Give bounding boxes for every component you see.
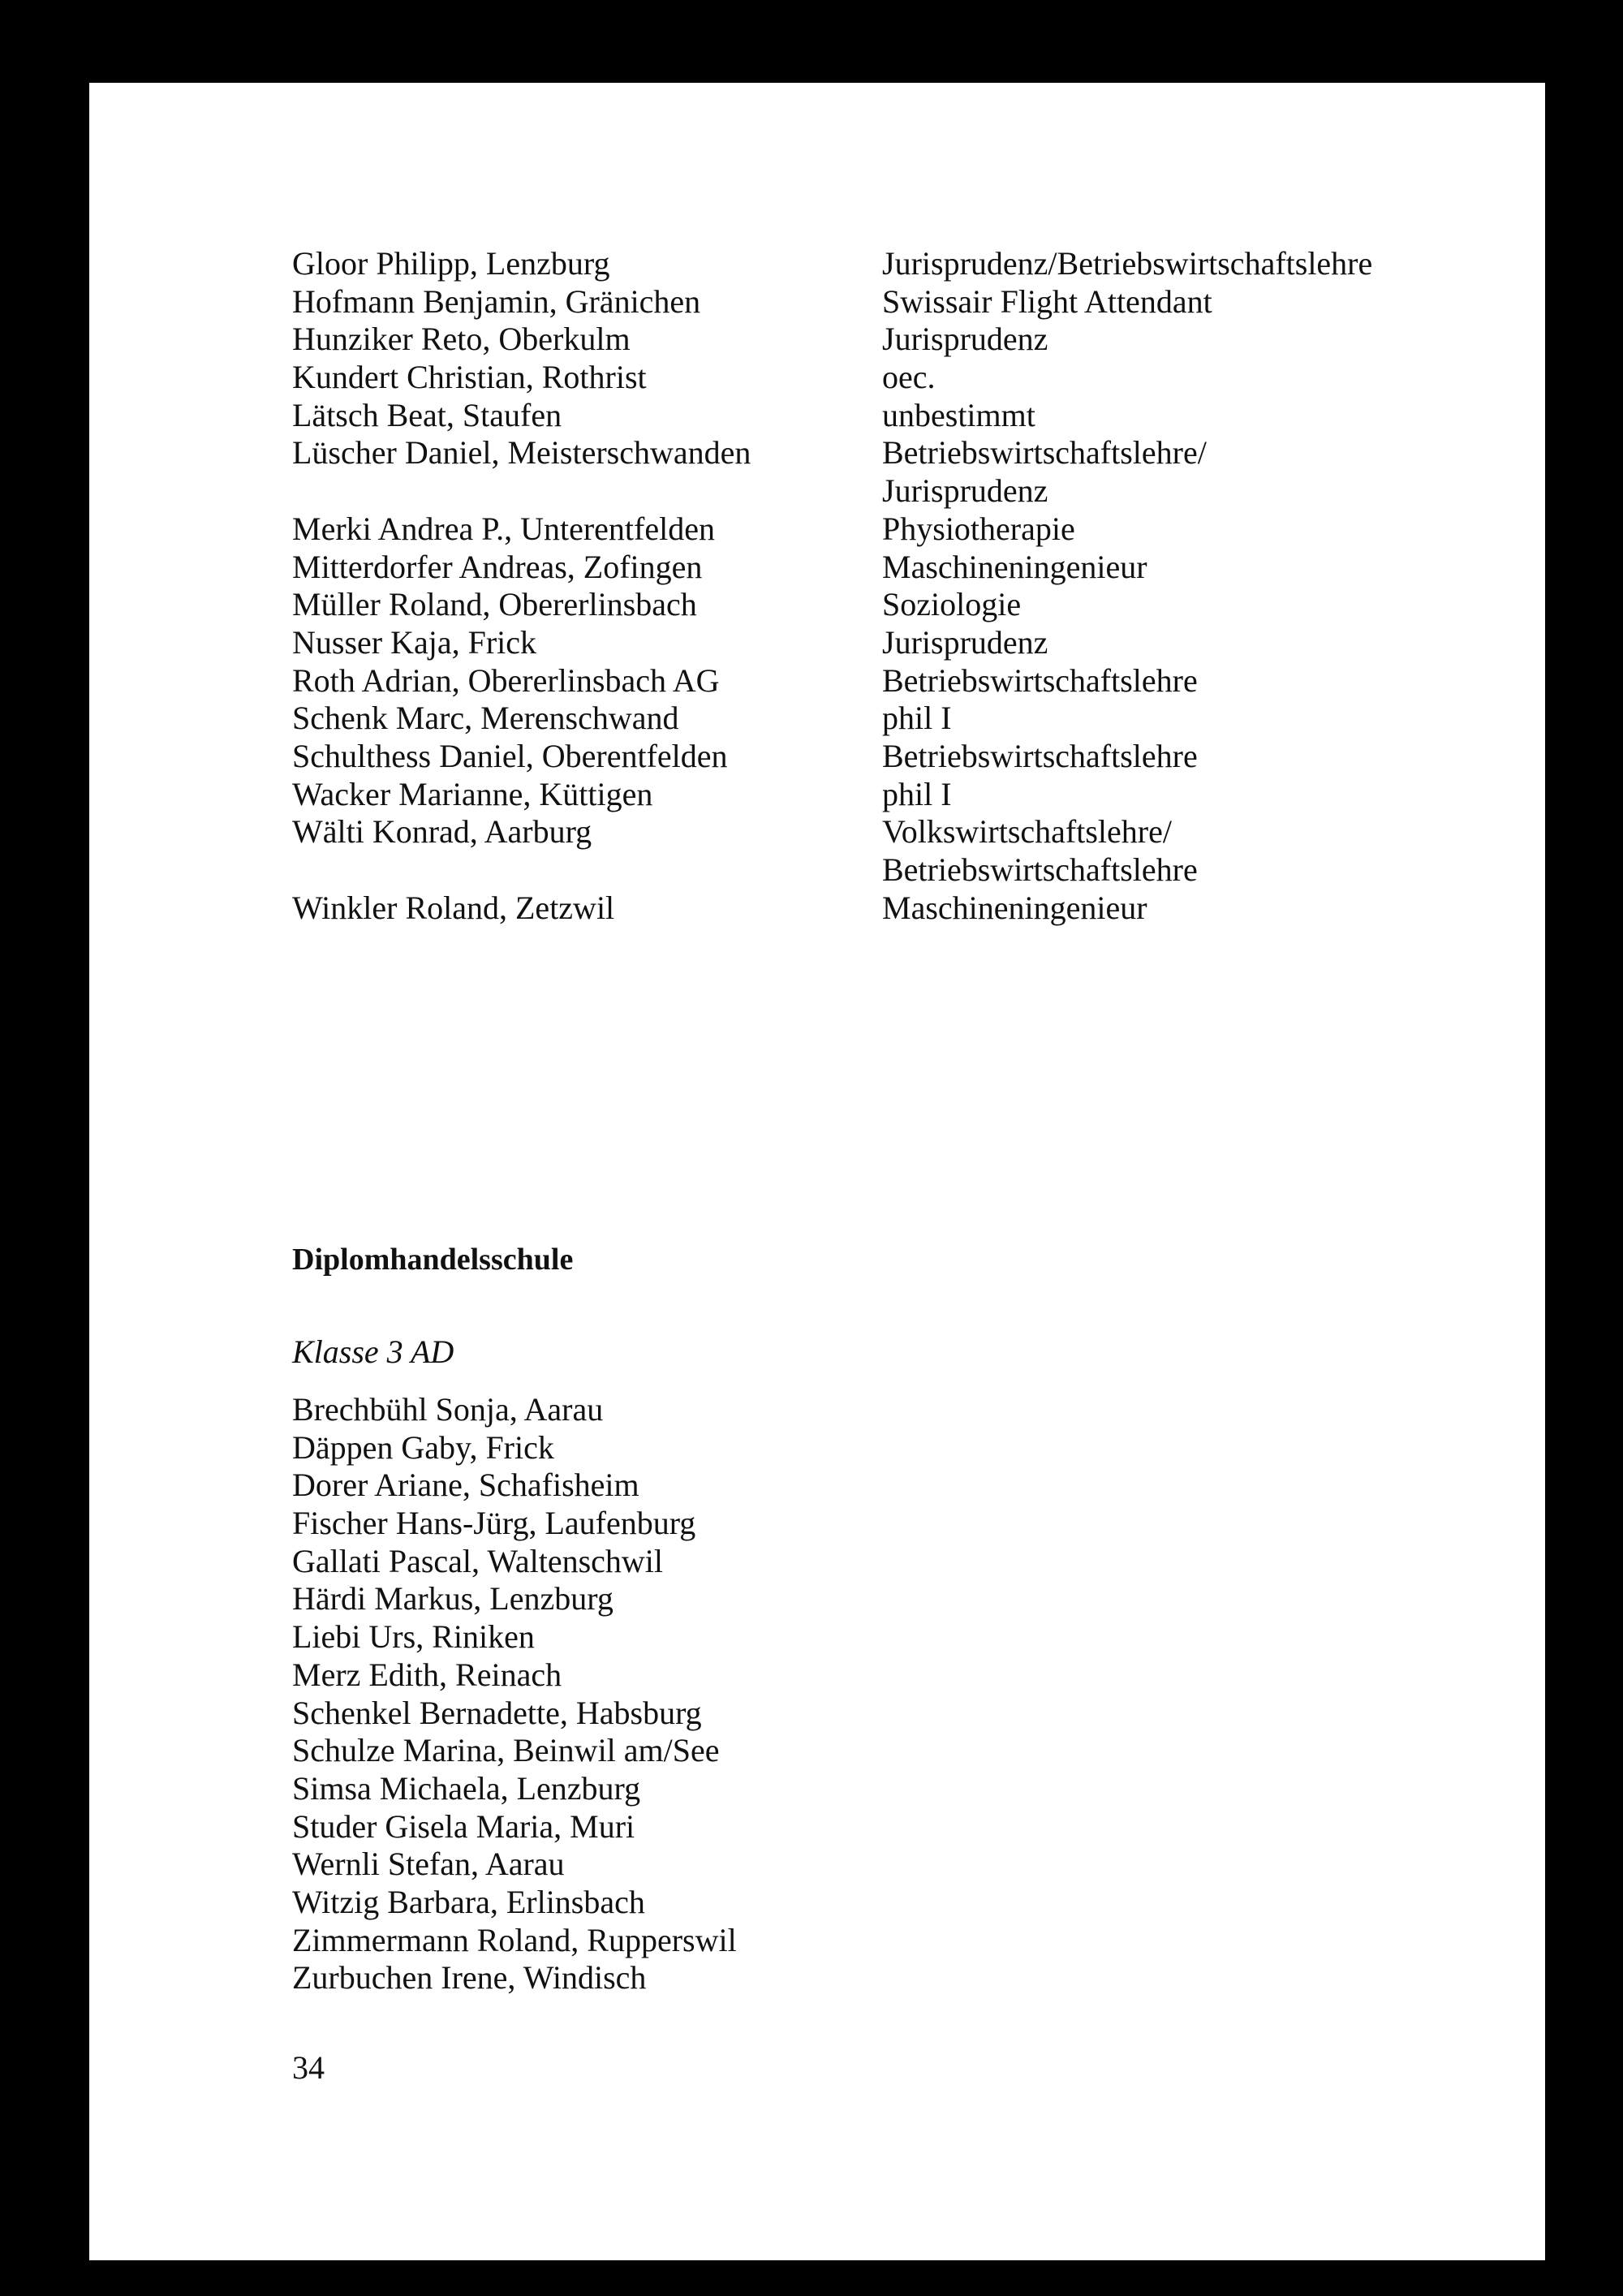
student-name: Däppen Gaby, Frick [292, 1428, 554, 1466]
graduate-name: Merki Andrea P., Unterentfelden [292, 510, 715, 547]
graduate-name: Wacker Marianne, Küttigen [292, 775, 653, 812]
student-name: Schenkel Bernadette, Habsburg [292, 1694, 702, 1731]
student-name: Fischer Hans-Jürg, Laufenburg [292, 1505, 696, 1542]
study-subject: Maschineningenieur [882, 889, 1147, 926]
class-label: Klasse 3 AD [292, 1333, 454, 1370]
graduate-name: Gloor Philipp, Lenzburg [292, 245, 610, 282]
section-heading: Diplomhandelsschule [292, 1243, 574, 1277]
student-name: Zurbuchen Irene, Windisch [292, 1959, 647, 1997]
student-name: Härdi Markus, Lenzburg [292, 1580, 613, 1618]
graduate-name: Schenk Marc, Merenschwand [292, 700, 679, 737]
student-name: Zimmermann Roland, Rupperswil [292, 1921, 737, 1958]
graduate-name: Kundert Christian, Rothrist [292, 359, 647, 396]
study-subject: phil I [882, 700, 952, 737]
graduate-name [292, 472, 925, 510]
graduate-name: Hunziker Reto, Oberkulm [292, 321, 631, 358]
study-subject: Betriebswirtschaftslehre [882, 851, 1198, 888]
study-subject: unbestimmt [882, 396, 1035, 433]
study-subject: Soziologie [882, 586, 1022, 623]
document-page [89, 83, 1545, 2260]
study-subject: Betriebswirtschaftslehre/ [882, 434, 1207, 472]
study-subject: Swissair Flight Attendant [882, 282, 1212, 320]
student-name: Brechbühl Sonja, Aarau [292, 1391, 604, 1428]
study-subjects-column [882, 245, 1515, 927]
graduate-name: Mitterdorfer Andreas, Zofingen [292, 548, 703, 585]
student-name: Witzig Barbara, Erlinsbach [292, 1883, 645, 1920]
graduate-names-column [292, 245, 925, 927]
graduate-name: Nusser Kaja, Frick [292, 623, 537, 661]
student-name: Schulze Marina, Beinwil am/See [292, 1732, 720, 1769]
student-name: Wernli Stefan, Aarau [292, 1846, 565, 1883]
study-subject: Jurisprudenz [882, 472, 1048, 510]
study-subject: Volkswirtschaftslehre/ [882, 813, 1172, 851]
graduate-name: Lüscher Daniel, Meisterschwanden [292, 434, 751, 472]
study-subject: Betriebswirtschaftslehre [882, 737, 1198, 774]
graduate-name: Roth Adrian, Obererlinsbach AG [292, 661, 720, 699]
student-name: Merz Edith, Reinach [292, 1656, 562, 1693]
graduate-name: Schulthess Daniel, Oberentfelden [292, 737, 728, 774]
study-subject: Jurisprudenz/Betriebswirtschaftslehre [882, 245, 1373, 282]
student-name: Gallati Pascal, Waltenschwil [292, 1542, 664, 1579]
graduate-name: Wälti Konrad, Aarburg [292, 813, 592, 851]
page-number: 34 [292, 2049, 325, 2086]
graduate-name: Lätsch Beat, Staufen [292, 396, 562, 433]
graduate-name [292, 851, 925, 890]
graduate-name: Hofmann Benjamin, Gränichen [292, 282, 701, 320]
study-subject: Betriebswirtschaftslehre [882, 661, 1198, 699]
study-subject: Jurisprudenz [882, 623, 1048, 661]
study-subject: Jurisprudenz [882, 321, 1048, 358]
graduate-name: Müller Roland, Obererlinsbach [292, 586, 697, 623]
study-subject: Physiotherapie [882, 510, 1075, 547]
student-name: Liebi Urs, Riniken [292, 1618, 535, 1656]
study-subject: oec. [882, 359, 936, 396]
student-name: Simsa Michaela, Lenzburg [292, 1769, 641, 1807]
student-name: Studer Gisela Maria, Muri [292, 1807, 635, 1845]
student-name: Dorer Ariane, Schafisheim [292, 1467, 639, 1504]
study-subject: Maschineningenieur [882, 548, 1147, 585]
graduate-name: Winkler Roland, Zetzwil [292, 889, 615, 926]
student-list [292, 1391, 737, 1997]
study-subject: phil I [882, 775, 952, 812]
